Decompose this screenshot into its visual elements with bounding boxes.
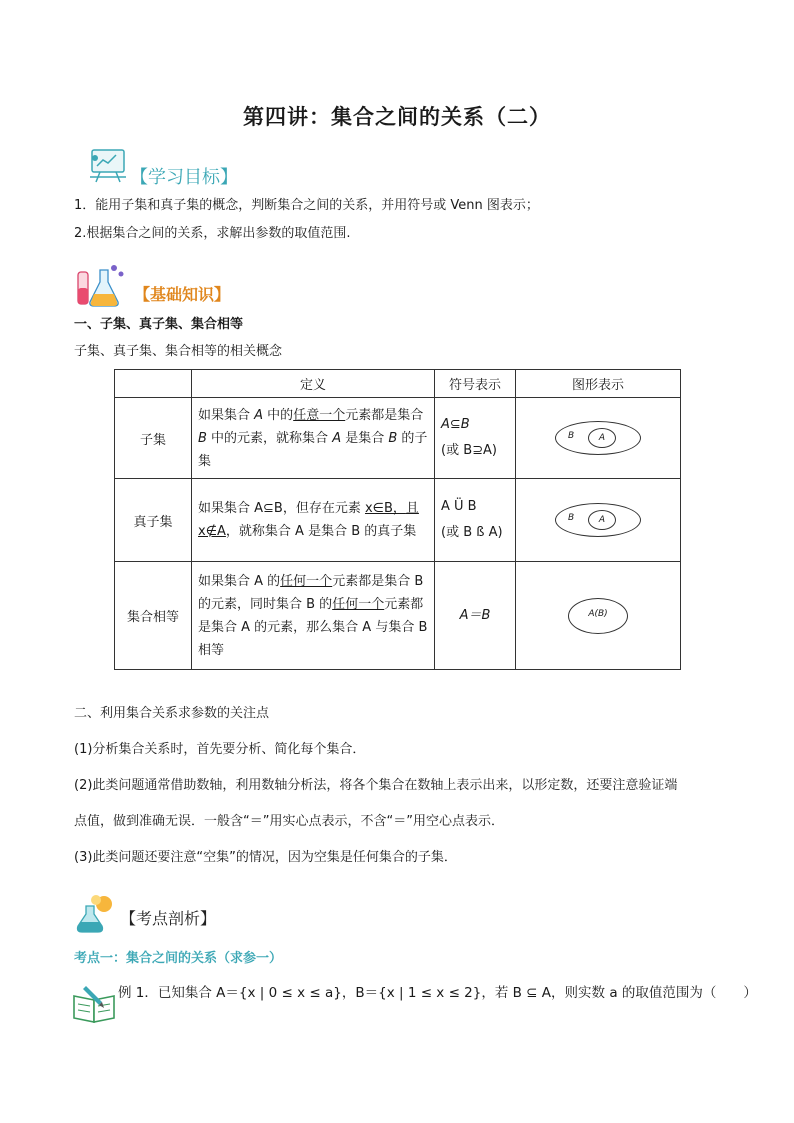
table-header — [115, 370, 192, 398]
venn-inner-ellipse: A — [588, 428, 616, 448]
part2-item-2: (2)此类问题通常借助数轴，利用数轴分析法，将各个集合在数轴上表示出来，以形定数，还要注意验证端 — [74, 778, 678, 793]
part2-item-2-cont: 点值，做到准确无误．一般含“＝”用实心点表示，不含“＝”用空心点表示． — [74, 814, 504, 829]
lab-beaker-icon — [74, 892, 120, 938]
section-heading-basics: 【基础知识】 — [134, 285, 231, 304]
term-cell: 子集 — [115, 398, 192, 479]
concept-table — [114, 369, 681, 670]
venn-diagram-subset — [516, 398, 681, 479]
point-1-title: 考点一：集合之间的关系（求参一） — [74, 951, 283, 966]
goal-item-1: 1．能用子集和真子集的概念，判断集合之间的关系，并用符号或 Venn 图表示； — [74, 198, 539, 213]
table-row — [115, 479, 681, 562]
venn-outer-ellipse: B A — [555, 421, 641, 455]
table-header: 定义 — [192, 370, 435, 398]
part2-title: 二、利用集合关系求参数的关注点 — [74, 706, 270, 721]
part1-subtitle: 子集、真子集、集合相等的相关概念 — [74, 344, 283, 359]
venn-inner-ellipse: A — [588, 510, 616, 530]
goal-item-2: 2.根据集合之间的关系，求解出参数的取值范围. — [74, 226, 351, 241]
part2-item-3: (3)此类问题还要注意“空集”的情况，因为空集是任何集合的子集． — [74, 850, 457, 865]
symbol-cell: A Ü B (或 B ß A) — [435, 479, 516, 562]
venn-ellipse: A(B) — [568, 598, 628, 634]
symbol-cell: A⊆B (或 B⊇A) — [435, 398, 516, 479]
whiteboard-icon — [86, 148, 128, 188]
table-header: 符号表示 — [435, 370, 516, 398]
term-cell: 真子集 — [115, 479, 192, 562]
term-cell: 集合相等 — [115, 562, 192, 670]
symbol-cell: A＝B — [435, 562, 516, 670]
table-row — [115, 398, 681, 479]
venn-diagram-proper-subset — [516, 479, 681, 562]
table-header: 图形表示 — [516, 370, 681, 398]
section-heading-goals: 【学习目标】 — [130, 167, 238, 188]
venn-diagram-equal — [516, 562, 681, 670]
definition-cell: 如果集合 A⊆B，但存在元素 x∈B，且 x∉A，就称集合 A 是集合 B 的真子集 — [192, 479, 435, 562]
definition-cell: 如果集合 A 的任何一个元素都是集合 B 的元素，同时集合 B 的任何一个元素都是集合 A 的元素，那么集合 A 与集合 B 相等 — [192, 562, 435, 670]
section-heading-analysis: 【考点剖析】 — [120, 909, 217, 928]
example-1: 例 1．已知集合 A＝{x | 0 ≤ x ≤ a}，B＝{x | 1 ≤ x ≤ 2}，若 B ⊆ A，则实数 a 的取值范围为（ ） — [118, 985, 757, 1001]
table-header-row — [115, 370, 681, 398]
venn-outer-ellipse: B A — [555, 503, 641, 537]
flask-icon — [74, 262, 128, 312]
part1-title: 一、子集、真子集、集合相等 — [74, 317, 244, 332]
page-title: 第四讲：集合之间的关系（二） — [243, 104, 551, 129]
definition-cell: 如果集合 A 中的任意一个元素都是集合 B 中的元素，就称集合 A 是集合 B 的子集 — [192, 398, 435, 479]
table-row — [115, 562, 681, 670]
book-pencil-icon — [72, 982, 118, 1028]
part2-item-1: (1)分析集合关系时，首先要分析、简化每个集合． — [74, 742, 366, 757]
